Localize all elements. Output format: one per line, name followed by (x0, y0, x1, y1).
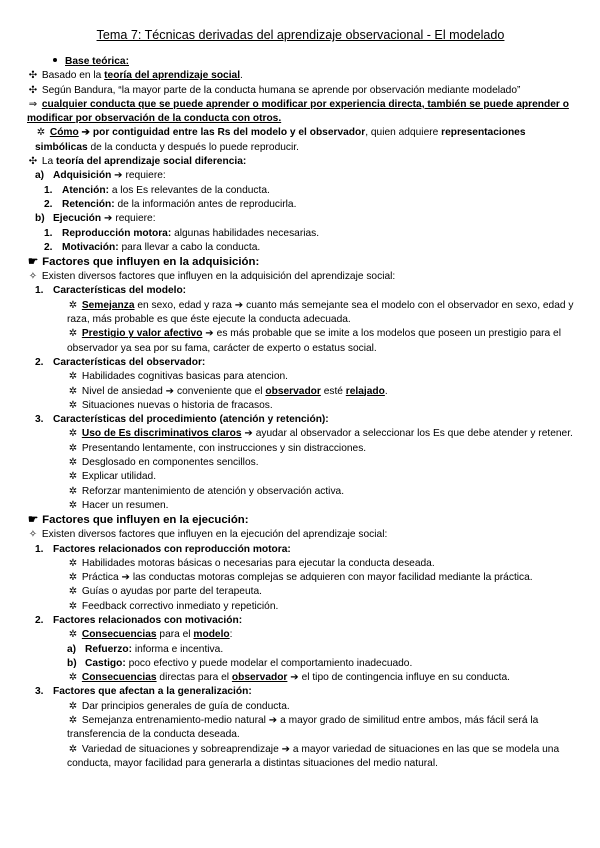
star-icon: ✲ (68, 299, 78, 311)
adq-item-presentando: ✲ Presentando lentamente, con instrucciones y sin distracciones. (27, 442, 574, 456)
pointing-hand-icon: ☛ (27, 256, 39, 269)
ejec-item-feedback: ✲ Feedback correctivo inmediato y repetición. (27, 600, 574, 614)
adquisicion-intro: ✧ Existen diversos factores que influyen en la adquisición del aprendizaje social: (27, 270, 574, 284)
star-icon: ✲ (68, 600, 78, 612)
star-icon: ✲ (36, 127, 46, 139)
ejec-subheading-generalizacion: 3. Factores que afectan a la generalización: (35, 686, 252, 698)
page-title: Tema 7: Técnicas derivadas del aprendizaje observacional - El modelado (96, 28, 505, 42)
ejec-item-principios: ✲ Dar principios generales de guía de conducta. (27, 700, 574, 714)
adq-item-reforzar: ✲ Reforzar mantenimiento de atención y observación activa. (27, 485, 574, 499)
adq-item-es-discriminativos: ✲ Uso de Es discriminativos claros ➔ ayudar al observador a seleccionar los Es que debe atender y retener. (27, 427, 574, 441)
ejec-item-guias: ✲ Guías o ayudas por parte del terapeuta. (27, 585, 574, 599)
bullet-dot-icon (53, 58, 57, 62)
ejec-item-habilidades: ✲ Habilidades motoras básicas o necesarias para ejecutar la conducta deseada. (27, 557, 574, 571)
adq-subheading-procedimiento: 3. Características del procedimiento (atención y retención): (35, 414, 329, 426)
cross-icon: ✣ (28, 84, 38, 96)
list-item-retencion: 2. Retención: de la información antes de reproducirla. (44, 198, 297, 210)
star-icon: ✲ (68, 328, 78, 340)
adq-item-prestigio: ✲ Prestigio y valor afectivo ➔ es más probable que se imite a los modelos que poseen un prestigio para el observador ya sea por su fama, carácter de experto o estatus social. (67, 328, 561, 354)
section-base-heading: Base teórica: (27, 55, 574, 69)
star-icon: ✲ (68, 672, 78, 684)
star-icon: ✲ (68, 428, 78, 440)
ejec-item-refuerzo: a) Refuerzo: informa e incentiva. (67, 643, 224, 655)
list-item-motivacion: 2. Motivación: para llevar a cabo la conducta. (44, 241, 261, 253)
ejec-item-castigo: b) Castigo: poco efectivo y puede modelar el comportamiento inadecuado. (67, 657, 413, 669)
star-icon: ✲ (68, 572, 78, 584)
star-icon: ✲ (68, 715, 78, 727)
cross-icon: ✣ (28, 156, 38, 168)
ejecucion-intro: ✧ Existen diversos factores que influyen en la ejecución del aprendizaje social: (27, 528, 574, 542)
adq-item-semejanza: ✲ Semejanza en sexo, edad y raza ➔ cuanto más semejante sea el modelo con el observador en sexo, edad y raza, más probable es que éste ejecute la conducta adecuada. (67, 299, 574, 326)
star-icon: ✲ (68, 471, 78, 483)
base-line-2: ✣ Según Bandura, “la mayor parte de la conducta humana se aprende por observación mediante modelado” (27, 84, 574, 98)
pointing-hand-icon: ☛ (27, 514, 39, 527)
list-item-atencion: 1. Atención: a los Es relevantes de la conducta. (44, 184, 270, 196)
adq-item-utilidad: ✲ Explicar utilidad. (27, 470, 574, 484)
ejec-item-variedad: ✲ Variedad de situaciones y sobreaprendizaje ➔ a mayor variedad de situaciones en las que se modela una conducta, mayor facilidad para generarla a distintas situaciones del medio natural. (67, 743, 560, 769)
star-icon: ✲ (68, 385, 78, 397)
ejec-subheading-motora: 1. Factores relacionados con reproducción motora: (35, 543, 291, 555)
list-item-adquisicion: a) Adquisición ➔ requiere: (35, 170, 166, 182)
star-icon: ✲ (68, 629, 78, 641)
star-icon: ✲ (68, 442, 78, 454)
adq-subheading-modelo: 1. Características del modelo: (35, 285, 187, 297)
star-icon: ✲ (68, 700, 78, 712)
ejec-item-consecuencias-modelo: ✲ Consecuencias para el modelo: (27, 628, 574, 642)
adq-item-habilidades: ✲ Habilidades cognitivas basicas para atencion. (27, 370, 574, 384)
adq-item-situaciones: ✲ Situaciones nuevas o historia de fracasos. (27, 399, 574, 413)
star-icon: ✲ (68, 371, 78, 383)
base-line-1: ✣ Basado en la teoría del aprendizaje social. (27, 69, 574, 83)
star-icon: ✲ (68, 485, 78, 497)
base-line-3: ⇒ cualquier conducta que se puede aprender o modificar por experiencia directa, también se puede aprender o modificar por observación de la conducta con otros. (27, 98, 569, 125)
ejec-item-consecuencias-observador: ✲ Consecuencias directas para el observador ➔ el tipo de contingencia influye en su conducta. (27, 671, 574, 685)
cross-icon: ✣ (28, 70, 38, 82)
double-arrow-icon: ⇒ (28, 98, 38, 110)
ejec-item-practica: ✲ Práctica ➔ las conductas motoras complejas se adquieren con mayor facilidad mediante la práctica. (27, 571, 574, 585)
base-line-4: ✲ Cómo ➔ por contiguidad entre las Rs del modelo y el observador, quien adquiere representaciones simbólicas de la conducta y después lo puede reproducir. (35, 127, 526, 153)
base-line-5: ✣ La teoría del aprendizaje social diferencia: (27, 155, 574, 169)
star-icon: ✲ (68, 399, 78, 411)
list-item-ejecucion: b) Ejecución ➔ requiere: (35, 213, 156, 225)
section-ejecucion-heading: ☛ Factores que influyen en la ejecución: (27, 514, 249, 527)
ejec-item-semejanza: ✲ Semejanza entrenamiento-medio natural ➔ a mayor grado de similitud entre ambos, más fácil será la transferencia de la conducta deseada. (67, 715, 539, 741)
star-icon: ✲ (68, 586, 78, 598)
diamond-icon: ✧ (28, 271, 38, 283)
adq-item-resumen: ✲ Hacer un resumen. (27, 499, 574, 513)
star-icon: ✲ (68, 499, 78, 511)
diamond-icon: ✧ (28, 529, 38, 541)
ejec-subheading-motivacion: 2. Factores relacionados con motivación: (35, 614, 243, 626)
star-icon: ✲ (68, 557, 78, 569)
adq-item-desglosado: ✲ Desglosado en componentes sencillos. (27, 456, 574, 470)
list-item-reproduccion: 1. Reproducción motora: algunas habilidades necesarias. (44, 227, 320, 239)
section-adquisicion-heading: ☛ Factores que influyen en la adquisición: (27, 256, 260, 269)
adq-subheading-observador: 2. Características del observador: (35, 356, 206, 368)
star-icon: ✲ (68, 743, 78, 755)
star-icon: ✲ (68, 457, 78, 469)
adq-item-ansiedad: ✲ Nivel de ansiedad ➔ conveniente que el observador esté relajado. (27, 385, 574, 399)
